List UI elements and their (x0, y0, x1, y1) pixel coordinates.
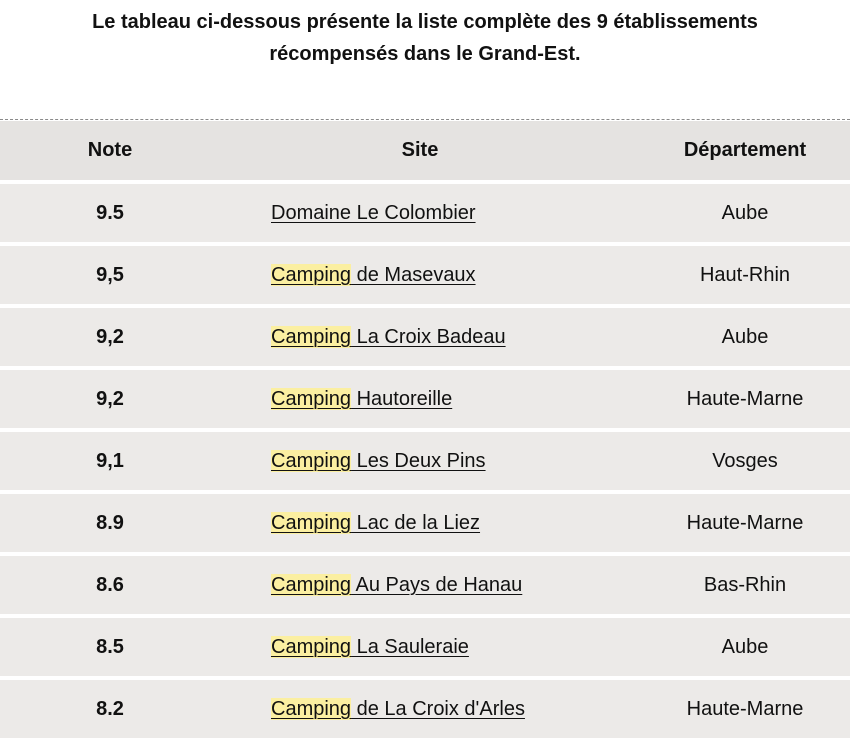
intro-text (0, 6, 850, 70)
table-row (0, 246, 850, 304)
site-link[interactable] (271, 264, 476, 287)
site-cell (271, 370, 452, 428)
table-header-row (0, 121, 850, 180)
departement-cell: Haut-Rhin (699, 263, 791, 286)
site-link[interactable] (271, 636, 469, 659)
site-link[interactable] (271, 574, 522, 597)
site-cell (271, 246, 476, 304)
site-link[interactable] (271, 326, 506, 349)
note-cell: 9,5 (96, 263, 124, 286)
site-cell (271, 494, 480, 552)
intro-line-1: Le tableau ci-dessous présente la liste complète des 9 établissements (92, 11, 758, 33)
table-row (0, 308, 850, 366)
site-name: La Croix Badeau (351, 325, 506, 348)
note-cell: 9,1 (96, 449, 124, 472)
departement-cell: Aube (721, 635, 769, 658)
note-cell: 9,2 (96, 387, 124, 410)
highlighted-word: Camping (271, 263, 352, 286)
departement-cell: Bas-Rhin (703, 573, 787, 596)
header-note: Note (87, 139, 133, 161)
departement-cell: Aube (721, 201, 769, 224)
table-row (0, 494, 850, 552)
establishments-table (0, 121, 850, 742)
site-link[interactable] (271, 698, 525, 721)
site-cell (271, 618, 469, 676)
site-name: Les Deux Pins (351, 449, 486, 472)
dashed-divider (0, 119, 850, 120)
note-cell: 8.5 (96, 635, 124, 658)
site-cell (271, 432, 486, 490)
site-name: de Masevaux (351, 263, 476, 286)
table-row (0, 184, 850, 242)
header-site: Site (401, 139, 439, 161)
table-row (0, 370, 850, 428)
site-cell (271, 308, 506, 366)
header-departement: Département (683, 139, 807, 161)
highlighted-word: Camping (271, 573, 352, 596)
departement-cell: Haute-Marne (686, 697, 804, 720)
note-cell: 8.2 (96, 697, 124, 720)
note-cell: 8.6 (96, 573, 124, 596)
highlighted-word: Camping (271, 635, 352, 658)
departement-cell: Haute-Marne (686, 387, 804, 410)
site-name: Hautoreille (351, 387, 453, 410)
site-name: Au Pays de Hanau (351, 573, 523, 596)
highlighted-word: Camping (271, 449, 352, 472)
highlighted-word: Camping (271, 325, 352, 348)
site-link[interactable] (271, 450, 486, 473)
site-cell (271, 184, 476, 242)
table-row (0, 680, 850, 738)
site-link[interactable] (271, 202, 476, 225)
note-cell: 9,2 (96, 325, 124, 348)
intro-line-2: récompensés dans le Grand-Est. (269, 43, 581, 65)
site-name: Domaine Le Colombier (271, 201, 476, 224)
site-name: La Sauleraie (351, 635, 469, 658)
departement-cell: Haute-Marne (686, 511, 804, 534)
site-link[interactable] (271, 388, 452, 411)
highlighted-word: Camping (271, 387, 352, 410)
site-name: Lac de la Liez (351, 511, 481, 534)
table-row (0, 618, 850, 676)
departement-cell: Vosges (712, 449, 778, 472)
site-name: de La Croix d'Arles (351, 697, 525, 720)
site-link[interactable] (271, 512, 480, 535)
site-cell (271, 680, 525, 738)
note-cell: 9.5 (96, 201, 124, 224)
departement-cell: Aube (721, 325, 769, 348)
table-row (0, 556, 850, 614)
site-cell (271, 556, 522, 614)
table-row (0, 432, 850, 490)
note-cell: 8.9 (96, 511, 124, 534)
highlighted-word: Camping (271, 511, 352, 534)
highlighted-word: Camping (271, 697, 352, 720)
